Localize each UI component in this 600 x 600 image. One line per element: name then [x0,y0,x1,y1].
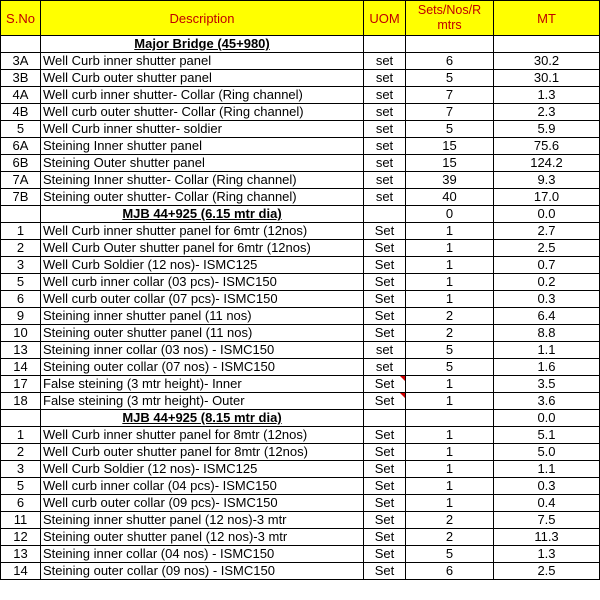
cell-sno: 13 [1,546,41,563]
cell-mt: 0.0 [494,410,600,427]
cell-sets: 15 [406,138,494,155]
cell-sets: 0 [406,206,494,223]
cell-description: Steining inner collar (04 nos) - ISMC150 [41,546,364,563]
cell-sno: 5 [1,274,41,291]
table-row [1,291,600,308]
cell-mt: 0.2 [494,274,600,291]
table-row [1,325,600,342]
cell-sno: 3B [1,70,41,87]
section-title: Major Bridge (45+980) [41,36,364,53]
cell-mt: 0.3 [494,291,600,308]
cell-mt: 124.2 [494,155,600,172]
cell-mt: 5.9 [494,121,600,138]
cell-uom: Set [364,291,406,308]
cell-sno: 1 [1,427,41,444]
cell-mt: 1.1 [494,342,600,359]
cell-uom: set [364,138,406,155]
cell-sno: 6B [1,155,41,172]
cell-description: Well Curb Soldier (12 nos)- ISMC125 [41,461,364,478]
cell-description: Well curb inner shutter- Collar (Ring channel) [41,87,364,104]
cell-description: False steining (3 mtr height)- Inner [41,376,364,393]
cell-description: Steining outer shutter panel (11 nos) [41,325,364,342]
cell-description: Well Curb outer shutter panel for 8mtr (12nos) [41,444,364,461]
cell-description: Steining inner shutter panel (12 nos)-3 mtr [41,512,364,529]
cell-uom: set [364,155,406,172]
cell-mt: 0.0 [494,206,600,223]
table-row [1,70,600,87]
cell-sets: 15 [406,155,494,172]
cell-description: Well curb inner collar (04 pcs)- ISMC150 [41,478,364,495]
cell-sets: 1 [406,291,494,308]
cell-mt: 2.5 [494,240,600,257]
cell-sno [1,206,41,223]
cell-sets: 40 [406,189,494,206]
section-row [1,36,600,53]
cell-uom: Set [364,223,406,240]
cell-uom: set [364,189,406,206]
cell-sno: 10 [1,325,41,342]
cell-sets: 5 [406,342,494,359]
cell-description: Steining Inner shutter- Collar (Ring channel) [41,172,364,189]
cell-uom: Set [364,563,406,580]
table-body [1,36,600,580]
header-row [1,1,600,36]
cell-mt: 0.7 [494,257,600,274]
cell-sno: 2 [1,444,41,461]
cell-description: Steining outer collar (07 nos) - ISMC150 [41,359,364,376]
cell-mt: 5.1 [494,427,600,444]
cell-uom: Set [364,274,406,291]
table-row [1,529,600,546]
cell-description: Well Curb Soldier (12 nos)- ISMC125 [41,257,364,274]
cell-uom: Set [364,461,406,478]
cell-sno: 7A [1,172,41,189]
cell-sets: 5 [406,121,494,138]
cell-uom: set [364,172,406,189]
cell-sets [406,410,494,427]
section-row [1,410,600,427]
cell-mt: 0.4 [494,495,600,512]
cell-uom: Set [364,512,406,529]
cell-description: Well curb outer collar (09 pcs)- ISMC150 [41,495,364,512]
cell-description: Well curb outer shutter- Collar (Ring channel) [41,104,364,121]
table-row [1,138,600,155]
cell-uom: set [364,70,406,87]
cell-sets: 1 [406,240,494,257]
cell-sno: 17 [1,376,41,393]
cell-sno: 5 [1,121,41,138]
cell-uom: Set [364,444,406,461]
cell-mt: 1.3 [494,546,600,563]
table-row [1,495,600,512]
cell-mt: 30.2 [494,53,600,70]
header-sno: S.No [1,1,41,36]
table-row [1,274,600,291]
cell-uom: Set [364,393,406,410]
cell-mt: 3.6 [494,393,600,410]
cell-uom: set [364,342,406,359]
table-row [1,257,600,274]
cell-uom: Set [364,529,406,546]
cell-description: Well Curb inner shutter panel for 8mtr (12nos) [41,427,364,444]
cell-sets: 2 [406,529,494,546]
cell-uom: Set [364,257,406,274]
cell-uom: set [364,121,406,138]
cell-sets [406,36,494,53]
cell-sno: 7B [1,189,41,206]
table-row [1,478,600,495]
cell-uom: Set [364,546,406,563]
cell-description: Steining Inner shutter panel [41,138,364,155]
table-row [1,104,600,121]
cell-sno: 9 [1,308,41,325]
table-row [1,172,600,189]
cell-uom: Set [364,478,406,495]
cell-sno: 3 [1,461,41,478]
cell-description: Steining inner shutter panel (11 nos) [41,308,364,325]
cell-sno: 18 [1,393,41,410]
cell-sno: 6 [1,495,41,512]
section-title: MJB 44+925 (8.15 mtr dia) [41,410,364,427]
header-description: Description [41,1,364,36]
cell-uom: Set [364,427,406,444]
cell-sno: 6A [1,138,41,155]
header-mt: MT [494,1,600,36]
table-row [1,563,600,580]
cell-sets: 5 [406,359,494,376]
cell-sno: 11 [1,512,41,529]
table-row [1,359,600,376]
cell-sno [1,36,41,53]
cell-mt: 30.1 [494,70,600,87]
cell-sets: 1 [406,393,494,410]
cell-sno: 2 [1,240,41,257]
cell-sets: 7 [406,104,494,121]
cell-sno [1,410,41,427]
cell-sets: 6 [406,53,494,70]
cell-description: Steining inner collar (03 nos) - ISMC150 [41,342,364,359]
cell-sno: 3 [1,257,41,274]
cell-description: Well Curb Outer shutter panel for 6mtr (12nos) [41,240,364,257]
cell-mt: 2.5 [494,563,600,580]
header-uom: UOM [364,1,406,36]
table-row [1,240,600,257]
cell-description: Well Curb outer shutter panel [41,70,364,87]
table-row [1,512,600,529]
section-row [1,206,600,223]
cell-description: Well curb outer collar (07 pcs)- ISMC150 [41,291,364,308]
cell-uom: Set [364,240,406,257]
table-row [1,427,600,444]
cell-description: Well Curb inner shutter panel for 6mtr (12nos) [41,223,364,240]
cell-sno: 4B [1,104,41,121]
cell-description: Well Curb inner shutter panel [41,53,364,70]
table-row [1,393,600,410]
cell-sno: 14 [1,563,41,580]
table-row [1,461,600,478]
cell-mt: 6.4 [494,308,600,325]
cell-description: Steining outer shutter panel (12 nos)-3 mtr [41,529,364,546]
cell-sets: 1 [406,495,494,512]
table-row [1,189,600,206]
table-row [1,444,600,461]
table-row [1,342,600,359]
cell-mt: 2.3 [494,104,600,121]
cell-description: Well Curb inner shutter- soldier [41,121,364,138]
cell-sets: 6 [406,563,494,580]
table-row [1,155,600,172]
header-sets: Sets/Nos/R mtrs [406,1,494,36]
cell-mt: 1.6 [494,359,600,376]
cell-uom: set [364,359,406,376]
cell-description: False steining (3 mtr height)- Outer [41,393,364,410]
cell-sets: 1 [406,427,494,444]
cell-sno: 1 [1,223,41,240]
cell-description: Steining outer shutter- Collar (Ring channel) [41,189,364,206]
cell-mt: 2.7 [494,223,600,240]
cell-mt: 75.6 [494,138,600,155]
cell-sno: 6 [1,291,41,308]
cell-sno: 12 [1,529,41,546]
cell-mt: 7.5 [494,512,600,529]
cell-sets: 1 [406,274,494,291]
cell-description: Well curb inner collar (03 pcs)- ISMC150 [41,274,364,291]
cell-uom: set [364,53,406,70]
cell-mt: 1.3 [494,87,600,104]
cell-uom [364,410,406,427]
table-row [1,53,600,70]
table-row [1,121,600,138]
cell-sets: 1 [406,376,494,393]
cell-uom: Set [364,325,406,342]
table-row [1,546,600,563]
cell-mt: 0.3 [494,478,600,495]
cell-description: Steining Outer shutter panel [41,155,364,172]
cell-uom: Set [364,308,406,325]
section-title: MJB 44+925 (6.15 mtr dia) [41,206,364,223]
cell-sets: 1 [406,461,494,478]
cell-mt: 11.3 [494,529,600,546]
cell-mt: 1.1 [494,461,600,478]
cell-mt [494,36,600,53]
cell-uom: set [364,87,406,104]
cell-sets: 5 [406,546,494,563]
cell-uom: Set [364,376,406,393]
cell-uom [364,36,406,53]
cell-sets: 1 [406,444,494,461]
cell-mt: 9.3 [494,172,600,189]
cell-sets: 7 [406,87,494,104]
cell-sets: 1 [406,478,494,495]
cell-mt: 17.0 [494,189,600,206]
cell-mt: 3.5 [494,376,600,393]
cell-sets: 1 [406,257,494,274]
cell-uom: set [364,104,406,121]
table-row [1,87,600,104]
table-row [1,223,600,240]
cell-uom [364,206,406,223]
cell-description: Steining outer collar (09 nos) - ISMC150 [41,563,364,580]
cell-sets: 5 [406,70,494,87]
cell-sno: 14 [1,359,41,376]
cell-sets: 2 [406,512,494,529]
cell-sno: 3A [1,53,41,70]
cell-sets: 39 [406,172,494,189]
cell-sets: 2 [406,308,494,325]
table-row [1,308,600,325]
cell-sets: 1 [406,223,494,240]
table-row [1,376,600,393]
cell-uom: Set [364,495,406,512]
cell-sno: 5 [1,478,41,495]
cell-sno: 13 [1,342,41,359]
cell-mt: 5.0 [494,444,600,461]
cell-sets: 2 [406,325,494,342]
cell-mt: 8.8 [494,325,600,342]
cell-sno: 4A [1,87,41,104]
